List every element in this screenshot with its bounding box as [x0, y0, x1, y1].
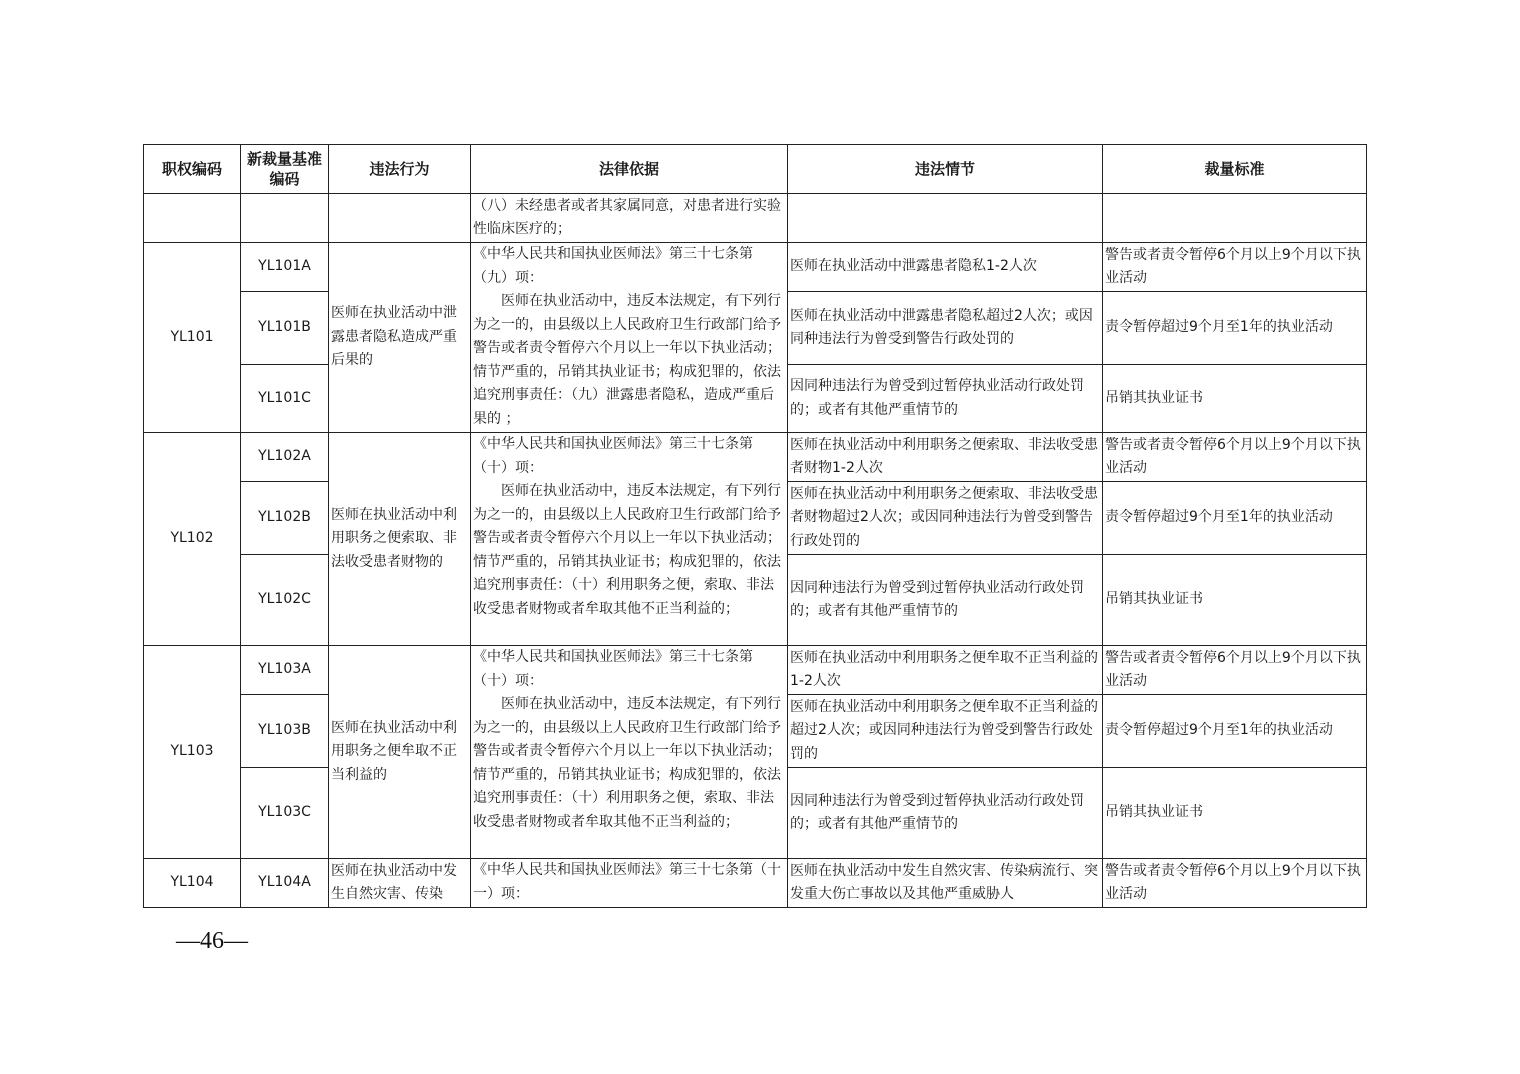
- new-code-cell: YL102A: [241, 433, 329, 482]
- authority-code-cell: YL101: [144, 243, 241, 433]
- circumstance-cell: 医师在执业活动中发生自然灾害、传染病流行、突发重大伤亡事故以及其他严重威胁人: [788, 859, 1103, 908]
- circumstance-cell: 医师在执业活动中利用职务之便牟取不正当利益的超过2人次；或因同种违法行为曾受到警告行政处罚的: [788, 695, 1103, 768]
- new-code-cell: YL103A: [241, 646, 329, 695]
- cell-empty: [241, 194, 329, 243]
- standard-cell: 责令暂停超过9个月至1年的执业活动: [1103, 482, 1367, 555]
- header-standard: 裁量标准: [1103, 145, 1367, 194]
- new-code-cell: YL102C: [241, 555, 329, 646]
- violation-cell: 医师在执业活动中发生自然灾害、传染: [329, 859, 471, 908]
- header-violation: 违法行为: [329, 145, 471, 194]
- header-circumstance: 违法情节: [788, 145, 1103, 194]
- header-legal-basis: 法律依据: [471, 145, 788, 194]
- new-code-cell: YL103C: [241, 768, 329, 859]
- standard-cell: 警告或者责令暂停6个月以上9个月以下执业活动: [1103, 859, 1367, 908]
- violation-cell: 医师在执业活动中利用职务之便牟取不正当利益的: [329, 646, 471, 859]
- legal-basis-cell: 《中华人民共和国执业医师法》第三十七条第（十一）项：: [471, 859, 788, 908]
- new-code-cell: YL101A: [241, 243, 329, 292]
- table-row: [144, 859, 1367, 908]
- circumstance-cell: 因同种违法行为曾受到过暂停执业活动行政处罚的；或者有其他严重情节的: [788, 365, 1103, 433]
- new-code-cell: YL103B: [241, 695, 329, 768]
- table-row: [144, 646, 1367, 695]
- legal-title: 《中华人民共和国执业医师法》第三十七条第（十）项：: [473, 436, 753, 476]
- penalty-discretion-table: [143, 144, 1367, 908]
- table-row: [144, 243, 1367, 292]
- circumstance-cell: 医师在执业活动中利用职务之便索取、非法收受患者财物1-2人次: [788, 433, 1103, 482]
- cell-empty: [1103, 194, 1367, 243]
- cell-empty: [329, 194, 471, 243]
- authority-code-cell: YL103: [144, 646, 241, 859]
- legal-basis-cell: [471, 243, 788, 433]
- legal-body: 医师在执业活动中，违反本法规定，有下列行为之一的，由县级以上人民政府卫生行政部门给予警告或者责令暂停六个月以上一年以下执业活动；情节严重的，吊销其执业证书；构成犯罪的，依法追究刑事责任：（九）泄露患者隐私，造成严重后果的 ；: [473, 293, 781, 427]
- legal-body: 医师在执业活动中，违反本法规定，有下列行为之一的，由县级以上人民政府卫生行政部门给予警告或者责令暂停六个月以上一年以下执业活动；情节严重的，吊销其执业证书；构成犯罪的，依法追究刑事责任：（十）利用职务之便，索取、非法收受患者财物或者牟取其他不正当利益的；: [473, 696, 781, 830]
- violation-cell: 医师在执业活动中泄露患者隐私造成严重后果的: [329, 243, 471, 433]
- circumstance-cell: 因同种违法行为曾受到过暂停执业活动行政处罚的；或者有其他严重情节的: [788, 555, 1103, 646]
- circumstance-cell: 医师在执业活动中利用职务之便牟取不正当利益的1-2人次: [788, 646, 1103, 695]
- cell-empty: [788, 194, 1103, 243]
- circumstance-cell: 医师在执业活动中泄露患者隐私超过2人次；或因同种违法行为曾受到警告行政处罚的: [788, 292, 1103, 365]
- header-authority-code: 职权编码: [144, 145, 241, 194]
- standard-cell: 责令暂停超过9个月至1年的执业活动: [1103, 695, 1367, 768]
- circumstance-cell: 医师在执业活动中利用职务之便索取、非法收受患者财物超过2人次；或因同种违法行为曾受到警告行政处罚的: [788, 482, 1103, 555]
- header-new-code: 新裁量基准编码: [241, 145, 329, 194]
- new-code-cell: YL104A: [241, 859, 329, 908]
- new-code-cell: YL102B: [241, 482, 329, 555]
- legal-title: 《中华人民共和国执业医师法》第三十七条第（十）项：: [473, 649, 753, 689]
- table-header-row: [144, 145, 1367, 194]
- standard-cell: 责令暂停超过9个月至1年的执业活动: [1103, 292, 1367, 365]
- legal-body: 医师在执业活动中，违反本法规定，有下列行为之一的，由县级以上人民政府卫生行政部门给予警告或者责令暂停六个月以上一年以下执业活动；情节严重的，吊销其执业证书；构成犯罪的，依法追究刑事责任：（十）利用职务之便，索取、非法收受患者财物或者牟取其他不正当利益的；: [473, 483, 781, 617]
- standard-cell: 警告或者责令暂停6个月以上9个月以下执业活动: [1103, 646, 1367, 695]
- standard-cell: 吊销其执业证书: [1103, 768, 1367, 859]
- authority-code-cell: YL102: [144, 433, 241, 646]
- standard-cell: 警告或者责令暂停6个月以上9个月以下执业活动: [1103, 243, 1367, 292]
- circumstance-cell: 医师在执业活动中泄露患者隐私1-2人次: [788, 243, 1103, 292]
- new-code-cell: YL101C: [241, 365, 329, 433]
- continuation-row: [144, 194, 1367, 243]
- standard-cell: 吊销其执业证书: [1103, 555, 1367, 646]
- continuation-legal-basis: （八）未经患者或者其家属同意，对患者进行实验性临床医疗的；: [471, 194, 788, 243]
- new-code-cell: YL101B: [241, 292, 329, 365]
- legal-basis-cell: [471, 646, 788, 859]
- legal-title: 《中华人民共和国执业医师法》第三十七条第（九）项：: [473, 246, 753, 286]
- page-number: —46—: [176, 928, 248, 954]
- violation-cell: 医师在执业活动中利用职务之便索取、非法收受患者财物的: [329, 433, 471, 646]
- standard-cell: 吊销其执业证书: [1103, 365, 1367, 433]
- authority-code-cell: YL104: [144, 859, 241, 908]
- circumstance-cell: 因同种违法行为曾受到过暂停执业活动行政处罚的；或者有其他严重情节的: [788, 768, 1103, 859]
- legal-basis-cell: [471, 433, 788, 646]
- cell-empty: [144, 194, 241, 243]
- standard-cell: 警告或者责令暂停6个月以上9个月以下执业活动: [1103, 433, 1367, 482]
- table-row: [144, 433, 1367, 482]
